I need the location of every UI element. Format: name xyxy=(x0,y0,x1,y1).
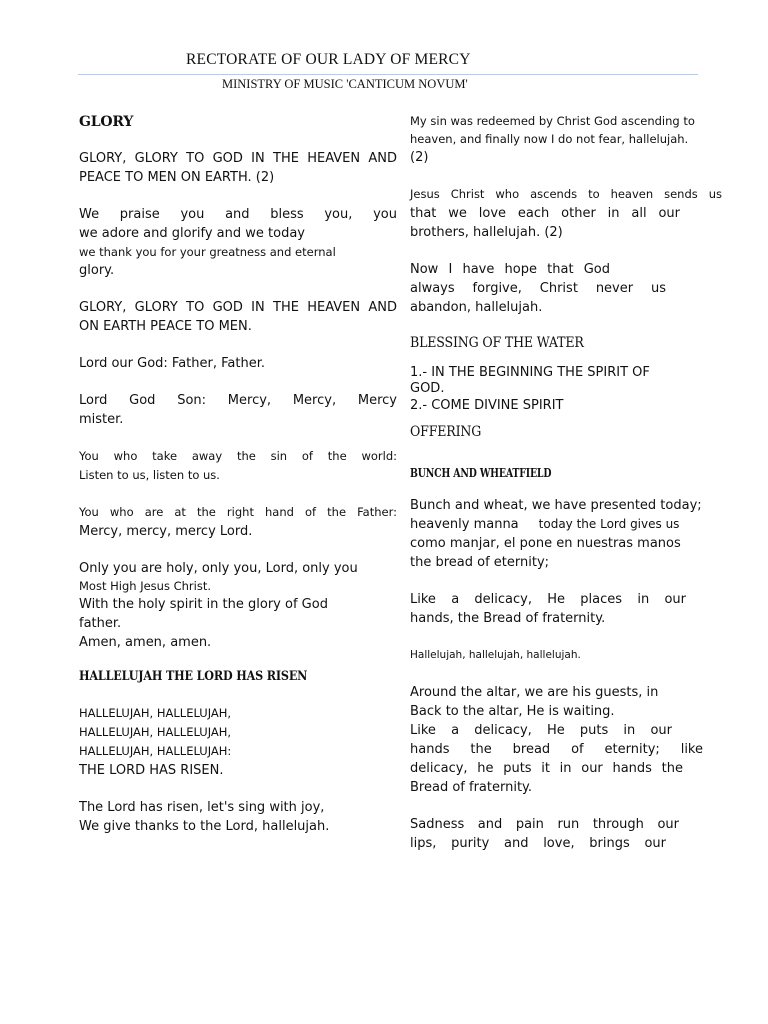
lyric-line: Bread of fraternity. xyxy=(410,780,533,795)
lyric-line: Like a delicacy, He puts in our xyxy=(410,723,672,738)
lyric-line: PEACE TO MEN ON EARTH. (2) xyxy=(79,170,275,185)
lyric-line: Like a delicacy, He places in our xyxy=(410,592,686,607)
lyric-line: Now I have hope that God xyxy=(410,262,610,277)
lyric-line: ON EARTH PEACE TO MEN. xyxy=(79,319,252,334)
section-heading-glory: GLORY xyxy=(79,114,134,130)
lyric-line: heaven, and finally now I do not fear, hallelujah. xyxy=(410,132,689,146)
section-heading-hallelujah: HALLELUJAH THE LORD HAS RISEN xyxy=(79,669,308,684)
lyric-line: that we love each other in all our xyxy=(410,206,680,221)
lyric-line: Bunch and wheat, we have presented today; xyxy=(410,498,702,513)
lyric-line: 1.- IN THE BEGINNING THE SPIRIT OF xyxy=(410,365,650,380)
lyric-line: we thank you for your greatness and eternal xyxy=(79,245,336,259)
lyric-line: Amen, amen, amen. xyxy=(79,635,212,650)
lyric-line: GLORY, GLORY TO GOD IN THE HEAVEN AND xyxy=(79,300,397,315)
document-subtitle: MINISTRY OF MUSIC 'CANTICUM NOVUM' xyxy=(222,77,468,91)
lyric-line: we adore and glorify and we today xyxy=(79,226,305,241)
lyric-line: Mercy, mercy, mercy Lord. xyxy=(79,524,253,539)
lyric-line: With the holy spirit in the glory of God xyxy=(79,597,328,612)
lyric-line: Only you are holy, only you, Lord, only you xyxy=(79,561,358,576)
lyric-line: Around the altar, we are his guests, in xyxy=(410,685,659,700)
left-column xyxy=(79,112,397,836)
lyric-line: Most High Jesus Christ. xyxy=(79,579,211,593)
lyric-line: Jesus Christ who ascends to heaven sends us xyxy=(410,187,722,201)
section-heading-bunch: BUNCH AND WHEATFIELD xyxy=(410,466,552,480)
lyric-line: THE LORD HAS RISEN. xyxy=(79,763,224,778)
right-column xyxy=(410,112,722,853)
lyric-line: 2.- COME DIVINE SPIRIT xyxy=(410,398,564,413)
lyric-line: Listen to us, listen to us. xyxy=(79,468,220,482)
lyric-line: father. xyxy=(79,616,122,631)
lyric-line: HALLELUJAH, HALLELUJAH, xyxy=(79,706,232,720)
lyric-line: como manjar, el pone en nuestras manos xyxy=(410,536,681,551)
lyric-line: delicacy, he puts it in our hands the xyxy=(410,761,683,776)
lyric-line: (2) xyxy=(410,150,429,165)
lyric-fragment: heavenly manna xyxy=(410,517,519,532)
document-title: RECTORATE OF OUR LADY OF MERCY xyxy=(186,51,471,68)
lyric-fragment: today the Lord gives us xyxy=(538,517,680,531)
header-divider xyxy=(78,74,698,75)
lyric-line: Hallelujah, hallelujah, hallelujah. xyxy=(410,649,581,661)
lyric-line: lips, purity and love, brings our xyxy=(410,836,666,851)
lyric-line: HALLELUJAH, HALLELUJAH, xyxy=(79,725,232,739)
section-heading-water: BLESSING OF THE WATER xyxy=(410,335,584,351)
lyric-line: You who are at the right hand of the Father: xyxy=(79,505,397,519)
lyric-line: We praise you and bless you, you xyxy=(79,207,397,222)
lyric-line: hands, the Bread of fraternity. xyxy=(410,611,606,626)
lyric-line: You who take away the sin of the world: xyxy=(79,449,397,463)
lyric-line: The Lord has risen, let's sing with joy, xyxy=(79,800,325,815)
lyric-line: We give thanks to the Lord, hallelujah. xyxy=(79,819,330,834)
lyric-line: hands the bread of eternity; like xyxy=(410,742,703,757)
lyric-line: abandon, hallelujah. xyxy=(410,300,543,315)
lyric-line: Back to the altar, He is waiting. xyxy=(410,704,615,719)
lyric-line: Sadness and pain run through our xyxy=(410,817,679,832)
lyric-line: My sin was redeemed by Christ God ascending to xyxy=(410,114,695,128)
lyric-line xyxy=(410,515,722,534)
lyric-line: glory. xyxy=(79,263,115,278)
section-heading-offering: OFFERING xyxy=(410,424,482,440)
lyric-line: Lord God Son: Mercy, Mercy, Mercy xyxy=(79,393,397,408)
lyric-line: always forgive, Christ never us xyxy=(410,281,666,296)
lyric-line: brothers, hallelujah. (2) xyxy=(410,225,563,240)
lyric-line: the bread of eternity; xyxy=(410,555,550,570)
lyric-line: mister. xyxy=(79,412,124,427)
lyric-line: Lord our God: Father, Father. xyxy=(79,356,265,371)
lyric-line: GOD. xyxy=(410,381,445,396)
lyric-line: HALLELUJAH, HALLELUJAH: xyxy=(79,744,232,758)
lyric-line: GLORY, GLORY TO GOD IN THE HEAVEN AND xyxy=(79,151,397,166)
